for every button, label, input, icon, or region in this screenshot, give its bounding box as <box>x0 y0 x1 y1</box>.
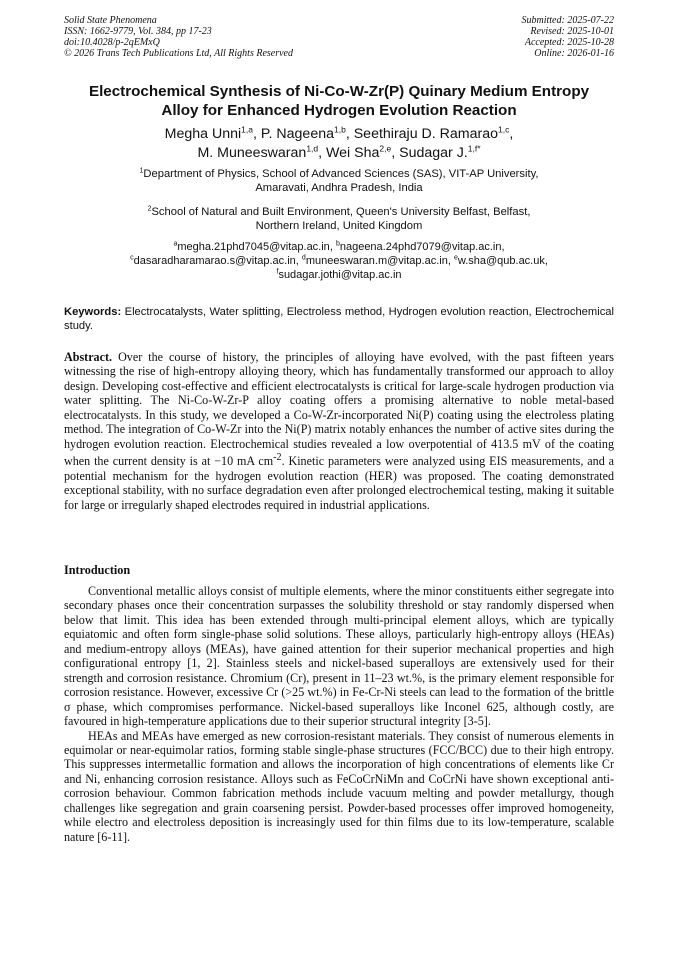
author-name: Wei Sha <box>326 145 380 161</box>
keywords-label: Keywords: <box>64 306 122 318</box>
affiliation-1 <box>60 167 618 195</box>
abstract-text: Over the course of history, the principles of alloying have evolved, with the past fifteen years witnessing the rise of high-entropy alloying theory, which has fundamentally transformed our approach to alloy design. Developing cost-effective and efficient electrocatalysts is critical for large-scale hydrogen production via water splitting. The Ni-Co-W-Zr-P alloy coating offers a promising alternative to noble metal-based electrocatalysts. In this study, we developed a Co-W-Zr-incorporated Ni(P) coating using the electroless plating method. The integration of Co-W-Zr into the Ni(P) matrix notably enhances the number of active sites during the hydrogen evolution reaction. Electrochemical studies revealed a low overpotential of 413.5 mV of the coating when the current density is at −10 mA cm <box>64 350 614 469</box>
paragraph: HEAs and MEAs have emerged as new corrosion-resistant materials. They consist of numerous elements in equimolar or near-equimolar ratios, forming stable single-phase structures (FCC/BCC) due to their high entropy. This suppresses intermetallic formation and allows the incorporation of high concentrations of elements like Cr and Ni, enhancing corrosion resistance. Alloys such as FeCoCrNiMn and CoCrNi have shown exceptional anti-corrosion behaviour. Common fabrication methods include vacuum melting and powder metallurgy, though challenges like segregation and grain coarsening persist. Powder-based processes offer improved homogeneity, while electro and electroless deposition is increasingly used for thin films due to its low-temperature, scalable nature [6-11]. <box>64 728 614 844</box>
section-heading-introduction: Introduction <box>64 563 131 577</box>
accepted-date: Accepted: 2025-10-28 <box>524 37 614 48</box>
title-line-2: Alloy for Enhanced Hydrogen Evolution Reaction <box>161 102 517 119</box>
title-line-1: Electrochemical Synthesis of Ni-Co-W-Zr(P) Quinary Medium Entropy <box>88 83 590 100</box>
paper-title <box>50 82 628 120</box>
author-name: Sudagar J. <box>399 145 468 161</box>
journal-header-right <box>522 15 615 59</box>
email-link[interactable]: megha.21phd7045@vitap.ac.in <box>177 241 330 253</box>
affiliation-line: Department of Physics, School of Advanced Sciences (SAS), VIT-AP University, <box>143 168 539 180</box>
author-emails: $^a$megha.21phd7045@vitap.ac.in, $^b$nageena.24phd7079@vitap.ac.in, $^c$dasaradharamarao.s@vitap.ac.in, $^d$muneeswaran.m@vitap.ac.in, $^e$w.sha@qub.ac.uk, $^f$sudagar.jothi@vitap.ac.in <box>130 240 548 281</box>
email-link[interactable]: nageena.24phd7079@vitap.ac.in <box>339 241 502 253</box>
paragraph: Conventional metallic alloys consist of multiple elements, where the minor constituents either segregate into secondary phases once their concentration surpasses the solubility threshold or stay randomly dispersed when below that limit. This idea has been extended through multi-principal element alloys, which are typically equiatomic and often form single-phase solid solutions. These alloys, particularly high-entropy alloys (HEAs) and medium-entropy alloys (MEAs), have gained attention for their superior mechanical properties and high configurational entropy [1, 2]. Stainless steels and nickel-based superalloys are extensively used for their strength and corrosion resistance. Chromium (Cr), present in 11–23 wt.%, is the primary element responsible for corrosion resistance. However, excessive Cr (>25 wt.%) in Fe-Cr-Ni steels can lead to the formation of the brittle σ phase, which compromises performance. Nickel-based superalloys like Inconel 625, although costly, are favoured in high-temperature applications due to their superior structural integrity [3-5]. <box>64 584 614 729</box>
author-affil-sup: 1,f* <box>467 143 481 154</box>
introduction-body <box>64 584 614 844</box>
author-affil-sup: 1,c <box>498 124 510 135</box>
author-name: Megha Unni <box>164 126 242 142</box>
affiliation-sup: 1 <box>139 167 144 175</box>
submitted-date: Submitted: 2025-07-22 <box>521 15 614 26</box>
affiliation-line: Amaravati, Andhra Pradesh, India <box>255 182 423 194</box>
email-link[interactable]: sudagar.jothi@vitap.ac.in <box>278 269 402 281</box>
author-line-1: Megha Unni$^{1,a}$, P. Nageena$^{1,b}$, Seethiraju D. Ramarao$^{1,c}$, <box>164 124 514 142</box>
issn-line: ISSN: 1662-9779, Vol. 384, pp 17-23 <box>64 26 212 37</box>
email-sup: c <box>130 254 134 262</box>
author-name: Seethiraju D. Ramarao <box>353 126 499 142</box>
email-sup: e <box>453 254 458 262</box>
author-line-2: M. Muneeswaran$^{1,d}$, Wei Sha$^{2,e}$, Sudagar J.$^{1,f*}$ <box>197 143 481 161</box>
journal-header-left <box>64 15 293 59</box>
copyright-line: © 2026 Trans Tech Publications Ltd, All Rights Reserved <box>64 48 293 59</box>
author-affil-sup: 2,e <box>379 143 392 154</box>
email-link[interactable]: dasaradharamarao.s@vitap.ac.in <box>133 255 296 267</box>
author-affil-sup: 1,a <box>241 124 253 135</box>
author-list <box>50 125 628 163</box>
affiliation-sup: 2 <box>147 205 152 213</box>
email-link[interactable]: w.sha@qub.ac.uk <box>457 255 545 267</box>
abstract-text-cont: . Kinetic parameters were analyzed using EIS measurements, and a potential mechanism for the hydrogen evolution reaction (HER) was proposed. The coating demonstrated exceptional stability, with no surface degradation even after prolonged electrochemical testing, making it suitable for large or irregularly shaped electrodes required in industrial applications. <box>64 454 614 512</box>
email-sup: f <box>276 268 279 276</box>
affiliation-line: School of Natural and Built Environment, Queen's University Belfast, Belfast, <box>151 206 531 218</box>
email-sup: d <box>301 254 306 262</box>
abstract-label: Abstract. <box>64 350 113 364</box>
journal-name: Solid State Phenomena <box>64 15 157 26</box>
abstract <box>64 350 614 512</box>
abstract-sup: -2 <box>273 452 282 464</box>
keywords <box>64 305 614 333</box>
revised-date: Revised: 2025-10-01 <box>530 26 614 37</box>
keywords-text: Electrocatalysts, Water splitting, Electroless method, Hydrogen evolution reaction, Electrochemical study. <box>64 306 615 332</box>
author-name: P. Nageena <box>260 126 334 142</box>
email-sup: b <box>335 240 340 248</box>
author-name: M. Muneeswaran <box>197 145 307 161</box>
doi-line: doi:10.4028/p-2qEMxQ <box>64 37 160 48</box>
affiliation-2 <box>60 205 618 233</box>
author-affil-sup: 1,d <box>306 143 319 154</box>
email-link[interactable]: muneeswaran.m@vitap.ac.in <box>305 255 448 267</box>
affiliation-line: Northern Ireland, United Kingdom <box>255 220 423 232</box>
online-date: Online: 2026-01-16 <box>534 48 614 59</box>
author-affil-sup: 1,b <box>334 124 346 135</box>
email-sup: a <box>173 240 178 248</box>
